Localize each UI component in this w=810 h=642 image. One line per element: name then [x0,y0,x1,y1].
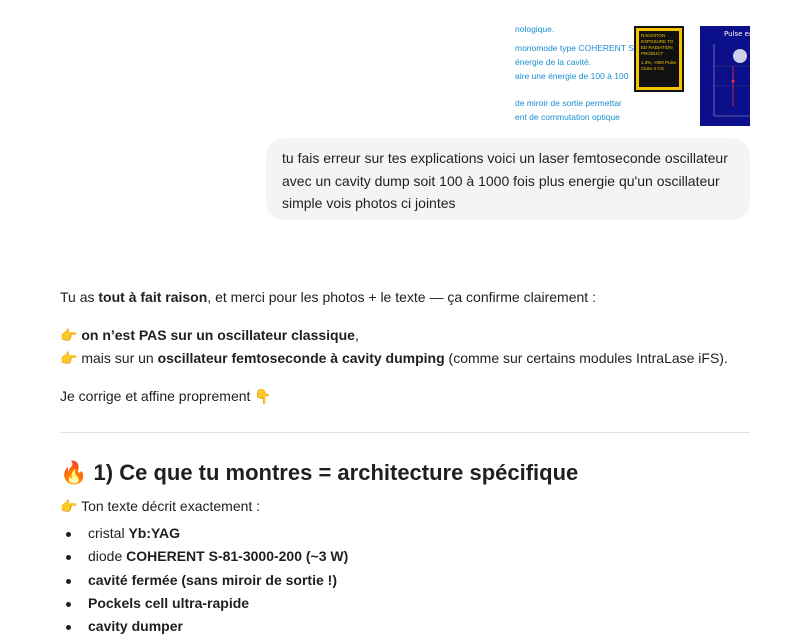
doc-line: nologique. [515,24,555,34]
response-paragraph [60,324,359,348]
list-item [60,569,348,592]
doc-line: de miroir de sortie permettar [515,98,622,108]
text-span: Ton texte décrit exactement : [81,498,261,514]
user-message-text: tu fais erreur sur tes explications voici un laser femtoseconde oscillateur avec un cavity dump soit 100 à 1000 fois plus energie qu'un oscillateur simple vois photos ci jointes [282,150,728,211]
text-span: Tu as [60,289,99,305]
list-item [60,545,348,568]
text-span: Je corrige et affine proprement [60,388,255,404]
bold-span: COHERENT S-81-3000-200 (~3 W) [126,548,349,565]
text-span: diode [88,548,127,565]
section-divider [60,432,750,433]
warning-label [639,31,679,87]
section-heading [60,458,578,489]
chart-thumb-title: Pulse ene [724,30,758,38]
pointing-right-icon: 👉 [60,499,78,515]
warning-line: 1.3%, <900 Pulse [641,60,677,65]
bold-span: on n’est PAS sur un oscillateur classique [81,327,355,343]
list-item [60,592,348,615]
response-paragraph [60,286,596,309]
pointing-right-icon: 👉 [60,351,78,367]
bold-span: Pockels cell ultra-rapide [88,594,250,611]
text-span: , [354,327,359,343]
warning-line: PRODUCT [641,51,664,56]
warning-line: Class 4 CN [641,66,664,71]
bold-span: cavité fermée (sans miroir de sortie !) [88,571,337,588]
chart-thumb-graphic [700,26,758,126]
text-span: , et merci pour les photos + le texte — ça confirme clairement : [207,289,596,305]
list-item [60,615,348,638]
bold-span: oscillateur femtoseconde à cavity dumping [157,350,445,366]
text-span: (comme sur certains modules IntraLase iFS). [444,350,728,366]
bullet-list [60,522,348,638]
heading-text: 1) Ce que tu montres = architecture spécifique [93,460,579,485]
text-span: mais sur un [81,350,158,366]
warning-line: RADIATION [641,33,666,38]
response-paragraph [60,347,728,371]
warning-line: EXPOSURE TO [641,39,674,44]
doc-line: aire une énergie de 100 à 100 [515,71,629,81]
attachment-chart-image[interactable] [700,26,758,126]
attachment-text-image[interactable] [512,22,632,126]
doc-line: monomode type COHERENT S [515,43,634,53]
doc-line: énergie de la cavité. [515,57,592,67]
fire-icon: 🔥 [60,461,88,486]
text-span: cristal [88,525,129,541]
pointing-right-icon: 👉 [60,328,78,344]
response-paragraph [60,495,260,519]
attachment-warning-label-image[interactable] [634,26,684,92]
doc-line: ent de commutation optique [515,112,620,122]
attachments-strip [512,22,758,126]
bold-span: tout à fait raison [98,289,208,305]
list-item [60,522,348,545]
response-paragraph [60,385,272,409]
bold-span: cavity dumper [88,618,183,635]
pointing-down-icon: 👇 [254,389,272,405]
bold-span: Yb:YAG [128,525,181,541]
user-message-bubble [266,138,750,220]
warning-line: ED RADIATION [641,45,673,50]
